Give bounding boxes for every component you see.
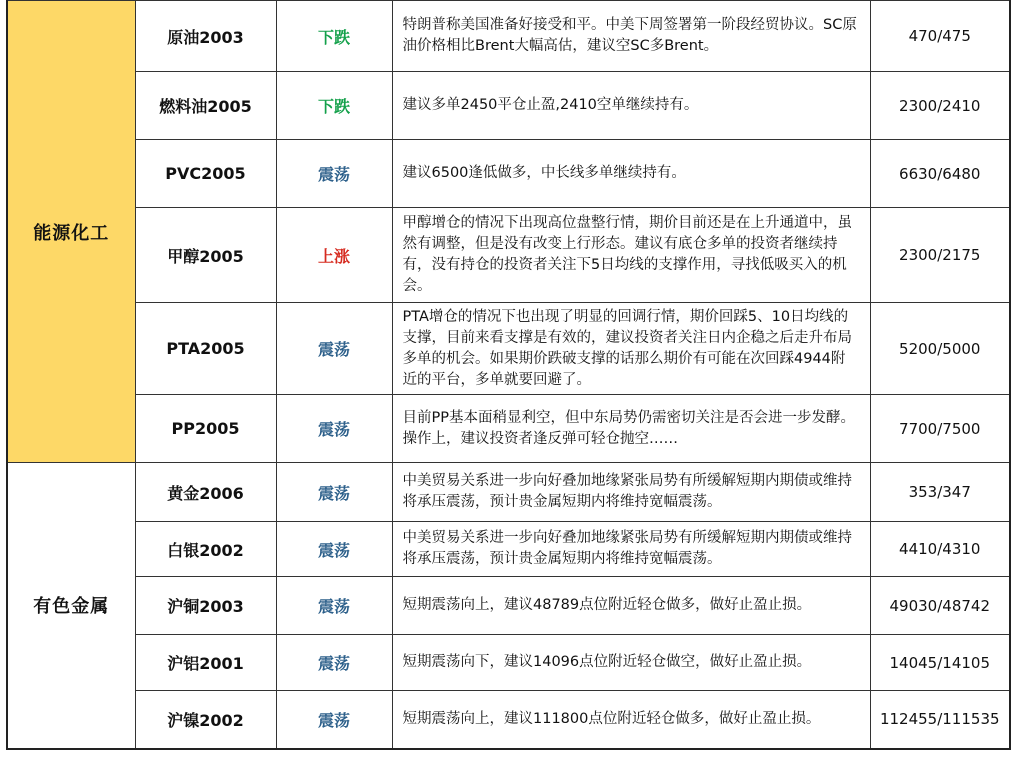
price-range: 14045/14105 bbox=[870, 635, 1010, 691]
contract-name: PTA2005 bbox=[135, 303, 276, 395]
price-range: 2300/2175 bbox=[870, 208, 1010, 303]
comment-text: 中美贸易关系进一步向好叠加地缘紧张局势有所缓解短期内期债或维持将承压震荡，预计贵金属短期内将维持宽幅震荡。 bbox=[392, 522, 870, 577]
comment-text: 中美贸易关系进一步向好叠加地缘紧张局势有所缓解短期内期债或维持将承压震荡，预计贵金属短期内将维持宽幅震荡。 bbox=[392, 463, 870, 522]
trend-label: 下跌 bbox=[276, 72, 392, 140]
trend-label: 震荡 bbox=[276, 691, 392, 749]
table-row bbox=[7, 635, 1010, 691]
table-row bbox=[7, 463, 1010, 522]
price-range: 353/347 bbox=[870, 463, 1010, 522]
comment-text: 甲醇增仓的情况下出现高位盘整行情，期价目前还是在上升通道中，虽然有调整，但是没有改变上行形态。建议有底仓多单的投资者继续持有，没有持仓的投资者关注下5日均线的支撑作用，寻找低吸买入的机会。 bbox=[392, 208, 870, 303]
comment-text: 目前PP基本面稍显利空，但中东局势仍需密切关注是否会进一步发酵。操作上，建议投资者逢反弹可轻仓抛空…… bbox=[392, 395, 870, 463]
futures-table bbox=[6, 0, 1011, 750]
price-range: 4410/4310 bbox=[870, 522, 1010, 577]
contract-name: 原油2003 bbox=[135, 1, 276, 72]
trend-label: 震荡 bbox=[276, 140, 392, 208]
category-cell-metals: 有色金属 bbox=[7, 463, 135, 749]
comment-text: 建议多单2450平仓止盈,2410空单继续持有。 bbox=[392, 72, 870, 140]
table-row bbox=[7, 140, 1010, 208]
comment-text: PTA增仓的情况下也出现了明显的回调行情，期价回踩5、10日均线的支撑，目前来看支撑是有效的，建议投资者关注日内企稳之后走升布局多单的机会。如果期价跌破支撑的话那么期价有可能在次回踩4944附近的平台，多单就要回避了。 bbox=[392, 303, 870, 395]
price-range: 470/475 bbox=[870, 1, 1010, 72]
price-range: 7700/7500 bbox=[870, 395, 1010, 463]
trend-label: 震荡 bbox=[276, 522, 392, 577]
contract-name: PVC2005 bbox=[135, 140, 276, 208]
trend-label: 震荡 bbox=[276, 635, 392, 691]
price-range: 2300/2410 bbox=[870, 72, 1010, 140]
price-range: 6630/6480 bbox=[870, 140, 1010, 208]
contract-name: 甲醇2005 bbox=[135, 208, 276, 303]
category-cell-energy: 能源化工 bbox=[7, 1, 135, 463]
contract-name: 燃料油2005 bbox=[135, 72, 276, 140]
trend-label: 震荡 bbox=[276, 303, 392, 395]
contract-name: 沪铜2003 bbox=[135, 577, 276, 635]
trend-label: 震荡 bbox=[276, 463, 392, 522]
comment-text: 短期震荡向上，建议48789点位附近轻仓做多，做好止盈止损。 bbox=[392, 577, 870, 635]
trend-label: 上涨 bbox=[276, 208, 392, 303]
table-row bbox=[7, 395, 1010, 463]
comment-text: 短期震荡向下，建议14096点位附近轻仓做空，做好止盈止损。 bbox=[392, 635, 870, 691]
contract-name: PP2005 bbox=[135, 395, 276, 463]
table-row bbox=[7, 691, 1010, 749]
table-row bbox=[7, 1, 1010, 72]
trend-label: 震荡 bbox=[276, 395, 392, 463]
price-range: 49030/48742 bbox=[870, 577, 1010, 635]
price-range: 5200/5000 bbox=[870, 303, 1010, 395]
price-range: 112455/111535 bbox=[870, 691, 1010, 749]
comment-text: 特朗普称美国准备好接受和平。中美下周签署第一阶段经贸协议。SC原油价格相比Brent大幅高估，建议空SC多Brent。 bbox=[392, 1, 870, 72]
contract-name: 黄金2006 bbox=[135, 463, 276, 522]
contract-name: 沪镍2002 bbox=[135, 691, 276, 749]
table-row bbox=[7, 522, 1010, 577]
table-row bbox=[7, 72, 1010, 140]
trend-label: 下跌 bbox=[276, 1, 392, 72]
comment-text: 短期震荡向上，建议111800点位附近轻仓做多，做好止盈止损。 bbox=[392, 691, 870, 749]
table-row bbox=[7, 208, 1010, 303]
comment-text: 建议6500逢低做多，中长线多单继续持有。 bbox=[392, 140, 870, 208]
table-row bbox=[7, 303, 1010, 395]
futures-table-wrapper bbox=[6, 0, 1023, 758]
table-row bbox=[7, 577, 1010, 635]
contract-name: 白银2002 bbox=[135, 522, 276, 577]
contract-name: 沪铝2001 bbox=[135, 635, 276, 691]
trend-label: 震荡 bbox=[276, 577, 392, 635]
